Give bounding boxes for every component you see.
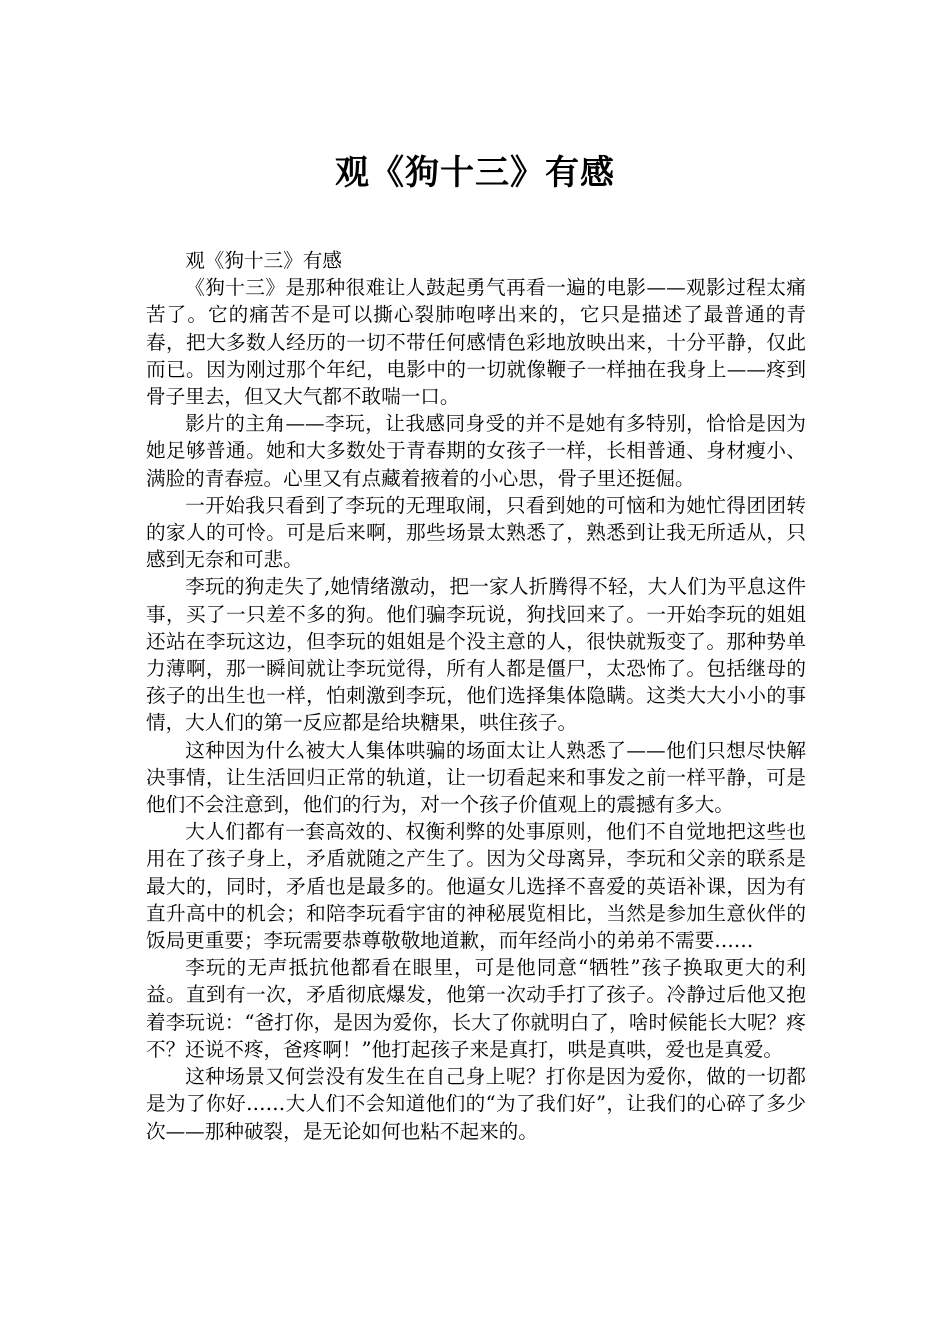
document-body <box>146 247 806 1145</box>
document-subtitle: 观《狗十三》有感 <box>185 249 342 272</box>
paragraph: 这种因为什么被大人集体哄骗的场面太让人熟悉了——他们只想尽快解决事情，让生活回归正常的轨道，让一切看起来和事发之前一样平静，可是他们不会注意到，他们的行为，对一个孩子价值观上的震撼有多大。 <box>146 738 806 817</box>
paragraph: 李玩的无声抵抗他都看在眼里，可是他同意“牺牲”孩子换取更大的利益。直到有一次，矛盾彻底爆发，他第一次动手打了孩子。冷静过后他又抱着李玩说：“爸打你，是因为爱你，长大了你就明白了，啥时候能长大呢？疼不？还说不疼，爸疼啊！”他打起孩子来是真打，哄是真哄，爱也是真爱。 <box>146 956 806 1061</box>
page-title: 观《狗十三》有感 <box>335 152 615 193</box>
paragraph: 这种场景又何尝没有发生在自己身上呢？打你是因为爱你，做的一切都是为了你好……大人们不会知道他们的“为了我们好”，让我们的心碎了多少次——那种破裂，是无论如何也粘不起来的。 <box>146 1065 806 1143</box>
paragraph: 《狗十三》是那种很难让人鼓起勇气再看一遍的电影——观影过程太痛苦了。它的痛苦不是可以撕心裂肺咆哮出来的，它只是描述了最普通的青春，把大多数人经历的一切不带任何感情色彩地放映出来，十分平静，仅此而已。因为刚过那个年纪，电影中的一切就像鞭子一样抽在我身上——疼到骨子里去，但又大气都不敢喘一口。 <box>146 276 806 409</box>
paragraph: 李玩的狗走失了,她情绪激动，把一家人折腾得不轻，大人们为平息这件事，买了一只差不多的狗。他们骗李玩说，狗找回来了。一开始李玩的姐姐还站在李玩这边，但李玩的姐姐是个没主意的人，很快就叛变了。那种势单力薄啊，那一瞬间就让李玩觉得，所有人都是僵尸，太恐怖了。包括继母的孩子的出生也一样，怕刺激到李玩，他们选择集体隐瞒。这类大大小小的事情，大人们的第一反应都是给块糖果，哄住孩子。 <box>146 575 806 735</box>
paragraph: 一开始我只看到了李玩的无理取闹，只看到她的可恼和为她忙得团团转的家人的可怜。可是后来啊，那些场景太熟悉了，熟悉到让我无所适从，只感到无奈和可悲。 <box>146 493 806 572</box>
paragraph: 大人们都有一套高效的、权衡利弊的处事原则，他们不自觉地把这些也用在了孩子身上，矛盾就随之产生了。因为父母离异，李玩和父亲的联系是最大的，同时，矛盾也是最多的。他逼女儿选择不喜爱的英语补课，因为有直升高中的机会；和陪李玩看宇宙的神秘展览相比，当然是参加生意伙伴的饭局更重要；李玩需要恭尊敬敬地道歉，而年经尚小的弟弟不需要…… <box>146 820 806 953</box>
paragraph: 影片的主角——李玩，让我感同身受的并不是她有多特别，恰恰是因为她足够普通。她和大多数处于青春期的女孩子一样，长相普通、身材瘦小、满脸的青春痘。心里又有点藏着掖着的小心思，骨子里还挺倔。 <box>146 412 806 490</box>
